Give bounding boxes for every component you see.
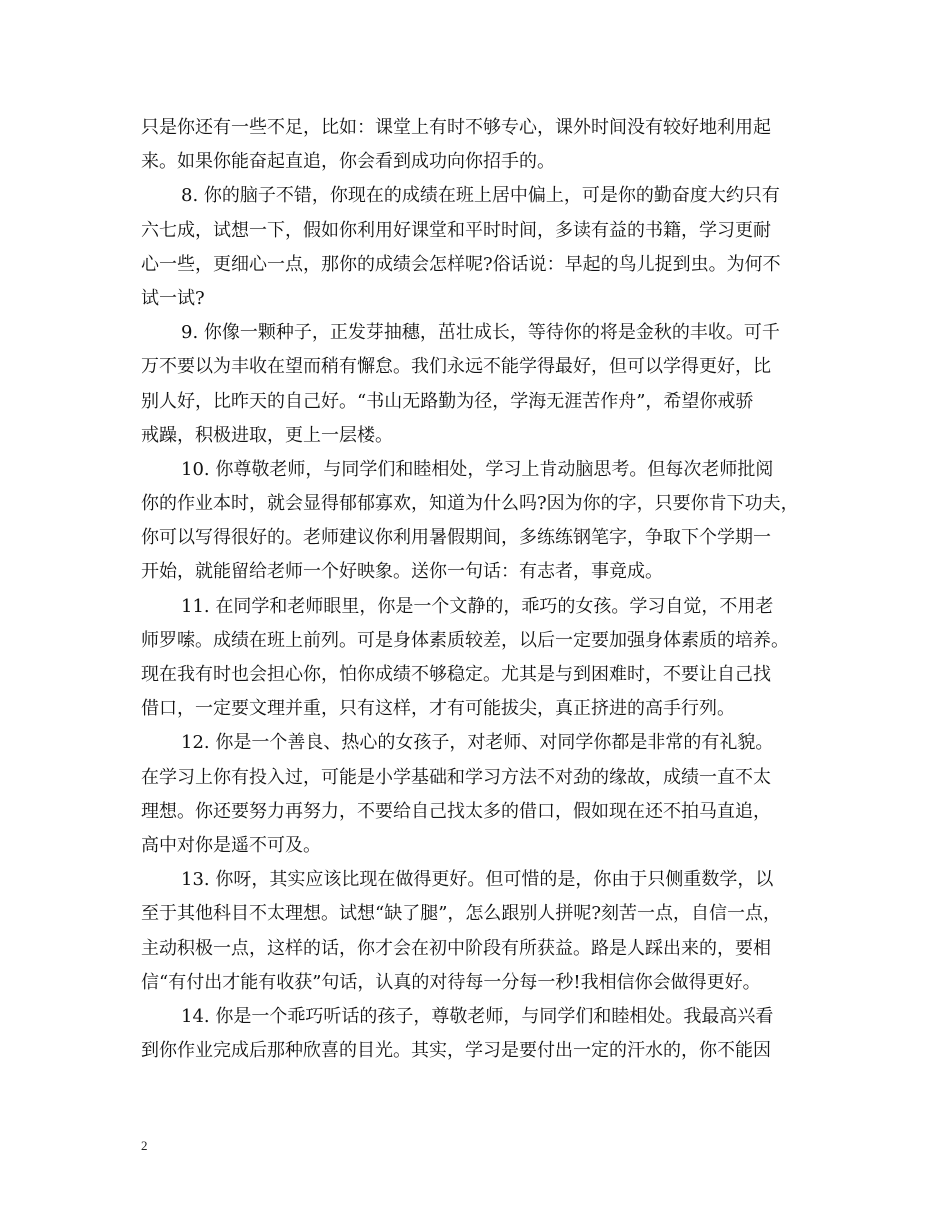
paragraph-first-line: 10. 你尊敬老师，与同学们和睦相处，学习上肯动脑思考。但每次老师批阅 xyxy=(181,458,774,480)
text-line: 别人好，比昨天的自己好。“书山无路勤为径，学海无涯苦作舟”，希望你戒骄 xyxy=(141,390,754,412)
text-line: 只是你还有一些不足，比如：课堂上有时不够专心，课外时间没有较好地利用起 xyxy=(141,117,771,138)
text-line: 戒躁，积极进取，更上一层楼。 xyxy=(141,424,393,446)
text-line: 到你作业完成后那种欣喜的目光。其实，学习是要付出一定的汗水的，你不能因 xyxy=(141,1040,771,1062)
text-line: 信“有付出才能有收获”句话，认真的对待每一分每一秒!我相信你会做得更好。 xyxy=(141,971,761,993)
paragraph-first-line: 12. 你是一个善良、热心的女孩子，对老师、对同学你都是非常的有礼貌。 xyxy=(181,732,774,754)
text-line: 借口，一定要文理并重，只有这样，才有可能拔尖，真正挤进的高手行列。 xyxy=(141,698,735,720)
text-line: 试一试? xyxy=(141,287,205,309)
text-line: 在学习上你有投入过，可能是小学基础和学习方法不对劲的缘故，成绩一直不太 xyxy=(141,766,771,788)
text-line: 师罗嗦。成绩在班上前列。可是身体素质较差，以后一定要加强身体素质的培养。 xyxy=(141,629,789,651)
text-line: 高中对你是遥不可及。 xyxy=(141,834,321,856)
text-line: 心一些，更细心一点，那你的成绩会怎样呢?俗话说：早起的鸟儿捉到虫。为何不 xyxy=(141,253,781,275)
paragraph-first-line: 8. 你的脑子不错，你现在的成绩在班上居中偏上，可是你的勤奋度大约只有 xyxy=(181,185,780,207)
document-body xyxy=(141,112,811,1069)
text-line: 六七成，试想一下，假如你利用好课堂和平时时间，多读有益的书籍，学习更耐 xyxy=(141,219,771,241)
paragraph-first-line: 13. 你呀，其实应该比现在做得更好。但可惜的是，你由于只侧重数学，以 xyxy=(181,869,774,891)
page-number: 2 xyxy=(141,1138,148,1153)
text-line: 万不要以为丰收在望而稍有懈怠。我们永远不能学得最好，但可以学得更好，比 xyxy=(141,356,771,378)
text-line: 理想。你还要努力再努力，不要给自己找太多的借口，假如现在还不拍马直追， xyxy=(141,800,771,822)
paragraph-first-line: 11. 在同学和老师眼里，你是一个文静的，乖巧的女孩。学习自觉，不用老 xyxy=(181,595,774,617)
text-line: 你的作业本时，就会显得郁郁寡欢，知道为什么吗?因为你的字，只要你肯下功夫， xyxy=(141,493,799,515)
text-line: 主动积极一点，这样的话，你才会在初中阶段有所获益。路是人踩出来的，要相 xyxy=(141,937,771,959)
paragraph-first-line: 9. 你像一颗种子，正发芽抽穗，茁壮成长，等待你的将是金秋的丰收。可千 xyxy=(181,322,780,344)
text-line: 你可以写得很好的。老师建议你利用暑假期间，多练练钢笔字，争取下个学期一 xyxy=(141,527,771,549)
paragraph-first-line: 14. 你是一个乖巧听话的孩子，尊敬老师，与同学们和睦相处。我最高兴看 xyxy=(181,1005,774,1027)
text-line: 来。如果你能奋起直追，你会看到成功向你招手的。 xyxy=(141,151,555,173)
text-line: 至于其他科目不太理想。试想“缺了腿”，怎么跟别人拼呢?刻苦一点，自信一点， xyxy=(141,903,782,925)
text-line: 现在我有时也会担心你，怕你成绩不够稳定。尤其是与到困难时，不要让自己找 xyxy=(141,664,771,685)
text-line: 开始，就能留给老师一个好映象。送你一句话：有志者，事竟成。 xyxy=(141,561,663,583)
